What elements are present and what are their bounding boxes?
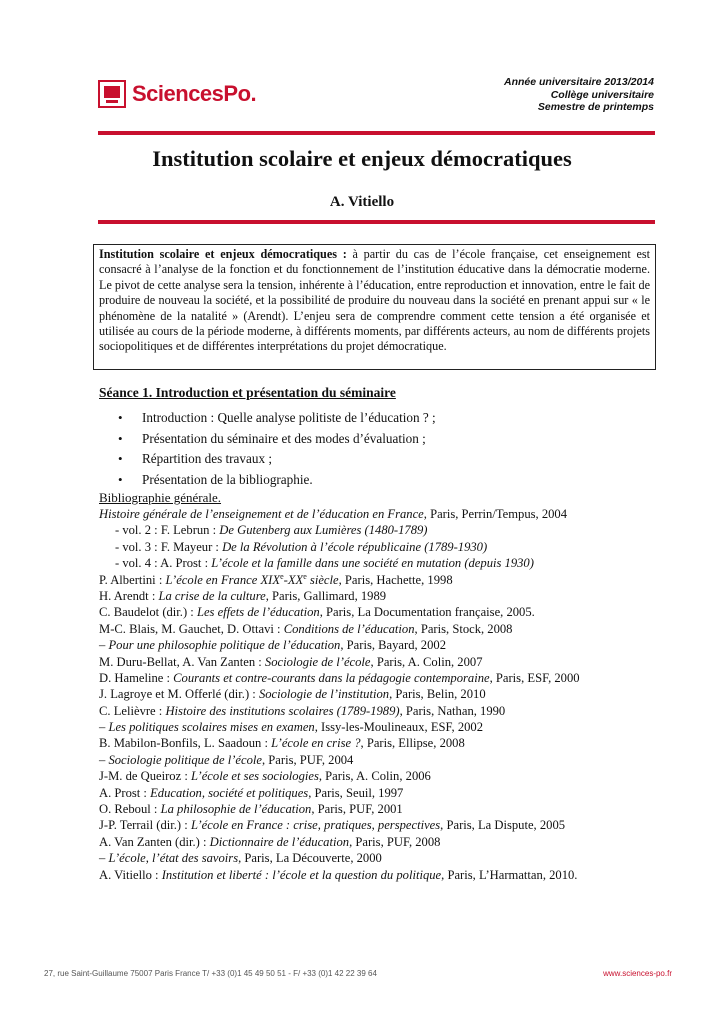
list-item: • Présentation du séminaire et des modes d’évaluation ; bbox=[118, 429, 436, 450]
entry-publisher: , Paris, Ellipse, 2008 bbox=[360, 736, 465, 751]
entry-author: J-P. Terrail (dir.) : bbox=[99, 818, 191, 833]
session-heading: Séance 1. Introduction et présentation du séminaire bbox=[99, 385, 396, 400]
entry-title: L’école et ses sociologies bbox=[190, 769, 319, 784]
bibliography-entry bbox=[99, 703, 580, 719]
bibliography-entry bbox=[99, 850, 580, 866]
entry-title: Les effets de l’éducation bbox=[196, 605, 320, 620]
bibliography-entry bbox=[99, 506, 580, 522]
entry-title: La philosophie de l’éducation bbox=[160, 802, 312, 817]
entry-title: Pour une philosophie politique de l’éducation bbox=[108, 638, 341, 653]
footer-address: 27, rue Saint-Guillaume 75007 Paris France T/ +33 (0)1 45 49 50 51 - F/ +33 (0)1 42 22 39 64 bbox=[44, 969, 377, 978]
entry-title: Les politiques scolaires mises en examen bbox=[108, 720, 315, 735]
bibliography-entry bbox=[99, 735, 580, 751]
entry-publisher: , Paris, ESF, 2000 bbox=[489, 670, 580, 685]
entry-author: - vol. 4 : A. Prost : bbox=[115, 556, 212, 571]
entry-author: M-C. Blais, M. Gauchet, D. Ottavi : bbox=[99, 621, 284, 636]
entry-author: A. Van Zanten (dir.) : bbox=[99, 834, 210, 849]
entry-title: -XX bbox=[283, 572, 304, 587]
entry-title: Courants et contre-courants dans la pédagogie contemporaine bbox=[173, 670, 490, 685]
logo-text: SciencesPo. bbox=[132, 81, 257, 106]
entry-author: - vol. 2 : F. Lebrun : bbox=[115, 523, 220, 538]
entry-publisher: , Paris, La Découverte, 2000 bbox=[238, 851, 382, 866]
entry-author: - vol. 3 : F. Mayeur : bbox=[115, 539, 223, 554]
entry-author: A. Prost : bbox=[99, 785, 151, 800]
bibliography-entry bbox=[99, 867, 580, 883]
bibliography-entry bbox=[99, 621, 580, 637]
bibliography-entry bbox=[99, 670, 580, 686]
entry-author: B. Mabilon-Bonfils, L. Saadoun : bbox=[99, 736, 272, 751]
entry-title: De la Révolution à l’école républicaine (1789-1930) bbox=[222, 539, 488, 554]
entry-title: Conditions de l’éducation bbox=[283, 621, 415, 636]
entry-author: O. Reboul : bbox=[99, 802, 161, 817]
sciencespo-logo bbox=[98, 78, 256, 110]
bibliography-entry bbox=[99, 785, 580, 801]
academic-year: Année universitaire 2013/2014 bbox=[503, 76, 654, 88]
entry-publisher: , Paris, La Documentation française, 2005. bbox=[319, 605, 535, 620]
entry-publisher: , Paris, Perrin/Tempus, 2004 bbox=[423, 507, 568, 521]
entry-author: – bbox=[99, 851, 109, 866]
description-text: à partir du cas de l’école française, cet enseignement est consacré à l’analyse de la fonction et du fonctionnement de l’institution éducative dans la démocratie moderne. Le pivot de cette analyse sera la tension, inhérente à l’éducation, entre reproduction et innovation, entre le fait de produire de nouveau la société, et la possibilité de produire du nouveau dans la société en prenant appui sur « le phénomène de la natalité » (Arendt). L’enjeu sera de comprendre comment cette tension a été organisée et utilisée au cours de la période moderne, à différents moments, par différents acteurs, au nom de différents projets sociopolitiques et de différentes interprétations du projet démocratique. bbox=[99, 247, 651, 354]
bibliography-entry bbox=[99, 637, 580, 653]
bibliography-entry bbox=[99, 588, 580, 604]
entry-title: Sociologie de l’école bbox=[264, 654, 371, 669]
bibliography-entry bbox=[99, 817, 580, 833]
entry-publisher: , Paris, Belin, 2010 bbox=[389, 687, 486, 702]
entry-superscript: e bbox=[303, 571, 307, 581]
entry-title: L’école, l’état des savoirs bbox=[108, 851, 239, 866]
bibliography-entry bbox=[99, 555, 580, 571]
list-item: • Répartition des travaux ; bbox=[118, 449, 436, 470]
sciencespo-emblem-icon bbox=[98, 80, 126, 108]
entry-title: siècle bbox=[306, 572, 339, 587]
entry-title: L’école en France : crise, pratiques, perspectives bbox=[190, 818, 441, 833]
bibliography-entry bbox=[99, 604, 580, 620]
entry-author: – bbox=[99, 638, 109, 653]
description-lead: Institution scolaire et enjeux démocratiques : bbox=[99, 247, 347, 261]
entry-superscript: e bbox=[280, 571, 284, 581]
entry-publisher: , Issy-les-Moulineaux, ESF, 2002 bbox=[314, 720, 484, 735]
entry-author: C. Lelièvre : bbox=[99, 703, 166, 718]
academic-info bbox=[504, 76, 654, 114]
entry-author: A. Vitiello : bbox=[99, 867, 162, 882]
list-item: • Présentation de la bibliographie. bbox=[118, 470, 436, 491]
entry-publisher: , Paris, A. Colin, 2006 bbox=[318, 769, 431, 784]
entry-title: De Gutenberg aux Lumières (1480-1789) bbox=[219, 523, 428, 538]
entry-title: Sociologie de l’institution bbox=[258, 687, 390, 702]
bibliography-entry bbox=[99, 801, 580, 817]
bibliography-heading: Bibliographie générale. bbox=[99, 490, 222, 505]
bibliography-entry bbox=[99, 654, 580, 670]
entry-author: – bbox=[99, 720, 109, 735]
entry-author: H. Arendt : bbox=[99, 588, 159, 603]
semester: Semestre de printemps bbox=[537, 101, 654, 113]
entry-title: L’école en crise ? bbox=[271, 736, 361, 751]
entry-publisher: , Paris, PUF, 2004 bbox=[261, 752, 354, 767]
session-agenda-list bbox=[118, 408, 436, 490]
bibliography-entry bbox=[99, 834, 580, 850]
entry-author: J-M. de Queiroz : bbox=[99, 769, 191, 784]
entry-author: – bbox=[99, 752, 109, 767]
title-divider bbox=[98, 220, 655, 224]
list-item: • Introduction : Quelle analyse politiste de l’éducation ? ; bbox=[118, 408, 436, 429]
bibliography-entry bbox=[99, 522, 580, 538]
header-divider bbox=[98, 131, 655, 135]
entry-title: L’école en France XIX bbox=[165, 572, 281, 587]
entry-publisher: , Paris, PUF, 2008 bbox=[349, 834, 441, 849]
entry-title: Dictionnaire de l’éducation bbox=[209, 834, 350, 849]
entry-author: M. Duru-Bellat, A. Van Zanten : bbox=[99, 654, 265, 669]
footer-website-link[interactable]: www.sciences-po.fr bbox=[603, 969, 672, 978]
entry-publisher: , Paris, Hachette, 1998 bbox=[338, 572, 453, 587]
entry-publisher: , Paris, A. Colin, 2007 bbox=[370, 654, 483, 669]
entry-publisher: , Paris, L’Harmattan, 2010. bbox=[441, 867, 578, 882]
bibliography-entry bbox=[99, 768, 580, 784]
bibliography-list bbox=[99, 506, 580, 883]
entry-author: P. Albertini : bbox=[99, 572, 166, 587]
bibliography-entry bbox=[99, 539, 580, 555]
author-name: A. Vitiello bbox=[329, 194, 395, 210]
bibliography-entry bbox=[99, 686, 580, 702]
entry-publisher: , Paris, Seuil, 1997 bbox=[308, 785, 404, 800]
entry-title: Education, société et politiques bbox=[150, 785, 309, 800]
entry-publisher: , Paris, PUF, 2001 bbox=[311, 802, 403, 817]
entry-publisher: , Paris, La Dispute, 2005 bbox=[440, 818, 566, 833]
entry-publisher: , Paris, Bayard, 2002 bbox=[340, 638, 446, 653]
entry-title: Histoire générale de l’enseignement et de l’éducation en France bbox=[99, 507, 424, 521]
entry-title: L’école et la famille dans une société en mutation (depuis 1930) bbox=[211, 556, 534, 571]
entry-author: J. Lagroye et M. Offerlé (dir.) : bbox=[99, 687, 259, 702]
bibliography-entry bbox=[99, 572, 580, 588]
entry-publisher: , Paris, Gallimard, 1989 bbox=[265, 588, 387, 603]
entry-title: Institution et liberté : l’école et la question du politique bbox=[161, 867, 442, 882]
college-name: Collège universitaire bbox=[550, 88, 654, 101]
entry-author: D. Hameline : bbox=[99, 670, 174, 685]
entry-title: La crise de la culture bbox=[158, 588, 266, 603]
bibliography-entry bbox=[99, 719, 580, 735]
entry-title: Sociologie politique de l’école bbox=[108, 752, 262, 767]
bibliography-entry bbox=[99, 752, 580, 768]
entry-author: C. Baudelot (dir.) : bbox=[99, 605, 197, 620]
course-description-box bbox=[93, 244, 656, 370]
entry-title: Histoire des institutions scolaires (1789-1989) bbox=[165, 703, 400, 718]
entry-publisher: , Paris, Nathan, 1990 bbox=[399, 703, 506, 718]
page-title: Institution scolaire et enjeux démocratiques bbox=[152, 146, 572, 171]
entry-publisher: , Paris, Stock, 2008 bbox=[414, 621, 513, 636]
